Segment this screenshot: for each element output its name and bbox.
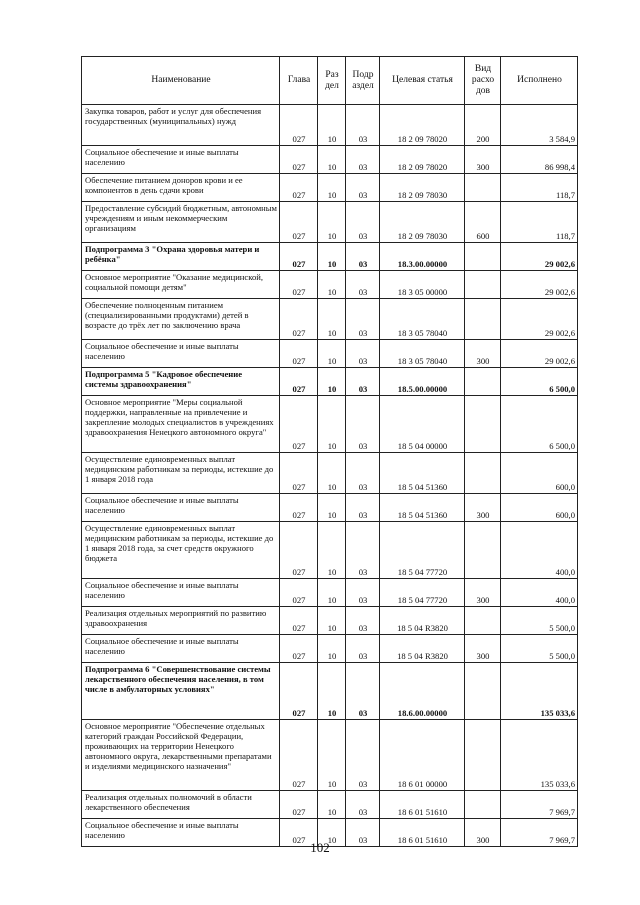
row-target: 18 5 04 51360	[380, 494, 465, 522]
row-glava: 027	[280, 720, 318, 791]
row-name: Обеспечение питанием доноров крови и ее компонентов в день сдачи крови	[82, 174, 280, 202]
row-glava: 027	[280, 494, 318, 522]
table-row	[82, 396, 578, 453]
row-razdel: 10	[318, 494, 346, 522]
row-vid	[465, 396, 501, 453]
row-target: 18 2 09 78020	[380, 146, 465, 174]
row-name: Социальное обеспечение и иные выплаты населению	[82, 635, 280, 663]
row-razdel: 10	[318, 720, 346, 791]
row-podrazdel: 03	[346, 146, 380, 174]
row-target: 18 3 05 78040	[380, 340, 465, 368]
row-vid	[465, 720, 501, 791]
row-podrazdel: 03	[346, 663, 380, 720]
row-razdel: 10	[318, 340, 346, 368]
row-razdel: 10	[318, 635, 346, 663]
table-row	[82, 579, 578, 607]
row-amount: 29 002,6	[501, 271, 578, 299]
row-vid: 300	[465, 579, 501, 607]
table-row-subprogram	[82, 368, 578, 396]
row-razdel: 10	[318, 396, 346, 453]
row-glava: 027	[280, 299, 318, 340]
row-razdel: 10	[318, 522, 346, 579]
row-podrazdel: 03	[346, 202, 380, 243]
row-name: Основное мероприятие "Оказание медицинской, социальной помощи детям"	[82, 271, 280, 299]
row-podrazdel: 03	[346, 271, 380, 299]
row-amount: 29 002,6	[501, 243, 578, 271]
row-amount: 400,0	[501, 579, 578, 607]
row-glava: 027	[280, 396, 318, 453]
row-razdel: 10	[318, 368, 346, 396]
row-amount: 135 033,6	[501, 720, 578, 791]
row-glava: 027	[280, 607, 318, 635]
row-podrazdel: 03	[346, 791, 380, 819]
row-name: Реализация отдельных полномочий в области лекарственного обеспечения	[82, 791, 280, 819]
row-podrazdel: 03	[346, 340, 380, 368]
row-target: 18.3.00.00000	[380, 243, 465, 271]
row-glava: 027	[280, 243, 318, 271]
row-vid: 300	[465, 494, 501, 522]
row-razdel: 10	[318, 791, 346, 819]
row-target: 18.5.00.00000	[380, 368, 465, 396]
header-razdel: Раз дел	[318, 57, 346, 105]
row-podrazdel: 03	[346, 299, 380, 340]
row-glava: 027	[280, 105, 318, 146]
row-podrazdel: 03	[346, 819, 380, 847]
table-row	[82, 494, 578, 522]
table-row	[82, 791, 578, 819]
row-razdel: 10	[318, 607, 346, 635]
row-glava: 027	[280, 368, 318, 396]
row-amount: 600,0	[501, 453, 578, 494]
row-vid	[465, 663, 501, 720]
row-amount: 5 500,0	[501, 635, 578, 663]
row-target: 18 5 04 77720	[380, 522, 465, 579]
row-name: Подпрограмма 5 "Кадровое обеспечение системы здравоохранения"	[82, 368, 280, 396]
row-glava: 027	[280, 522, 318, 579]
row-name: Предоставление субсидий бюджетным, автономным учреждениям и иным некоммерческим организациям	[82, 202, 280, 243]
header-vid: Вид расхо дов	[465, 57, 501, 105]
row-vid	[465, 368, 501, 396]
row-name: Осуществление единовременных выплат медицинским работникам за периоды, истекшие до 1 января 2018 года, за счет средств окружного бюджета	[82, 522, 280, 579]
row-vid: 300	[465, 819, 501, 847]
row-podrazdel: 03	[346, 174, 380, 202]
row-amount: 135 033,6	[501, 663, 578, 720]
row-name: Подпрограмма 3 "Охрана здоровья матери и ребёнка"	[82, 243, 280, 271]
row-podrazdel: 03	[346, 720, 380, 791]
row-amount: 6 500,0	[501, 368, 578, 396]
page-number: 102	[310, 840, 330, 855]
row-vid	[465, 174, 501, 202]
row-glava: 027	[280, 579, 318, 607]
row-vid	[465, 243, 501, 271]
row-podrazdel: 03	[346, 494, 380, 522]
row-glava: 027	[280, 819, 318, 847]
table-row	[82, 453, 578, 494]
header-podrazdel: Подр аздел	[346, 57, 380, 105]
row-podrazdel: 03	[346, 635, 380, 663]
row-vid: 300	[465, 340, 501, 368]
row-amount: 7 969,7	[501, 791, 578, 819]
row-glava: 027	[280, 340, 318, 368]
table-row	[82, 174, 578, 202]
row-name: Социальное обеспечение и иные выплаты населению	[82, 494, 280, 522]
row-glava: 027	[280, 146, 318, 174]
row-target: 18.6.00.00000	[380, 663, 465, 720]
row-target: 18 5 04 R3820	[380, 607, 465, 635]
row-razdel: 10	[318, 105, 346, 146]
row-glava: 027	[280, 174, 318, 202]
row-vid: 300	[465, 146, 501, 174]
row-target: 18 5 04 R3820	[380, 635, 465, 663]
table-row	[82, 105, 578, 146]
row-name: Основное мероприятие "Обеспечение отдельных категорий граждан Российской Федерации, проживающих на территории Ненецкого автономного округа, лекарственными препаратами и изделиями медицинского назначения"	[82, 720, 280, 791]
row-target: 18 6 01 00000	[380, 720, 465, 791]
row-razdel: 10	[318, 579, 346, 607]
row-target: 18 3 05 78040	[380, 299, 465, 340]
row-glava: 027	[280, 271, 318, 299]
row-podrazdel: 03	[346, 105, 380, 146]
table-row	[82, 607, 578, 635]
row-vid	[465, 522, 501, 579]
header-target: Целевая статья	[380, 57, 465, 105]
row-amount: 600,0	[501, 494, 578, 522]
table-row-subprogram	[82, 243, 578, 271]
row-glava: 027	[280, 453, 318, 494]
row-target: 18 2 09 78020	[380, 105, 465, 146]
row-amount: 118,7	[501, 202, 578, 243]
row-razdel: 10	[318, 299, 346, 340]
header-executed: Исполнено	[501, 57, 578, 105]
row-vid	[465, 607, 501, 635]
row-name: Закупка товаров, работ и услуг для обеспечения государственных (муниципальных) нужд	[82, 105, 280, 146]
row-target: 18 2 09 78030	[380, 202, 465, 243]
row-razdel: 10	[318, 243, 346, 271]
row-podrazdel: 03	[346, 368, 380, 396]
row-amount: 29 002,6	[501, 299, 578, 340]
row-target: 18 2 09 78030	[380, 174, 465, 202]
row-glava: 027	[280, 663, 318, 720]
row-name: Социальное обеспечение и иные выплаты населению	[82, 579, 280, 607]
row-glava: 027	[280, 202, 318, 243]
row-vid	[465, 271, 501, 299]
header-name: Наименование	[82, 57, 280, 105]
table-row	[82, 146, 578, 174]
table-header-row	[82, 57, 578, 105]
row-target: 18 6 01 51610	[380, 791, 465, 819]
row-vid: 300	[465, 635, 501, 663]
budget-table	[81, 56, 578, 847]
row-name: Социальное обеспечение и иные выплаты населению	[82, 340, 280, 368]
row-amount: 7 969,7	[501, 819, 578, 847]
row-name: Подпрограмма 6 "Совершенствование системы лекарственного обеспечения населения, в том числе в амбулаторных условиях"	[82, 663, 280, 720]
row-amount: 5 500,0	[501, 607, 578, 635]
row-vid: 200	[465, 105, 501, 146]
table-row	[82, 720, 578, 791]
row-podrazdel: 03	[346, 453, 380, 494]
row-target: 18 5 04 77720	[380, 579, 465, 607]
row-target: 18 3 05 00000	[380, 271, 465, 299]
row-razdel: 10	[318, 663, 346, 720]
table-row	[82, 299, 578, 340]
row-razdel: 10	[318, 202, 346, 243]
row-name: Основное мероприятие "Меры социальной поддержки, направленные на привлечение и закрепление молодых специалистов в учреждениях здравоохранения Ненецкого автономного округа"	[82, 396, 280, 453]
row-vid: 600	[465, 202, 501, 243]
row-podrazdel: 03	[346, 522, 380, 579]
table-row	[82, 202, 578, 243]
row-name: Обеспечение полноценным питанием (специализированными продуктами) детей в возрасте до трёх лет по заключению врача	[82, 299, 280, 340]
row-podrazdel: 03	[346, 243, 380, 271]
table-row	[82, 522, 578, 579]
row-podrazdel: 03	[346, 607, 380, 635]
row-name: Реализация отдельных мероприятий по развитию здравоохранения	[82, 607, 280, 635]
row-glava: 027	[280, 791, 318, 819]
row-target: 18 5 04 51360	[380, 453, 465, 494]
table-row	[82, 635, 578, 663]
row-name: Социальное обеспечение и иные выплаты населению	[82, 146, 280, 174]
table-row	[82, 340, 578, 368]
row-amount: 86 998,4	[501, 146, 578, 174]
header-glava: Глава	[280, 57, 318, 105]
row-amount: 118,7	[501, 174, 578, 202]
row-razdel: 10	[318, 819, 346, 847]
row-razdel: 10	[318, 146, 346, 174]
row-amount: 6 500,0	[501, 396, 578, 453]
row-amount: 400,0	[501, 522, 578, 579]
row-vid	[465, 299, 501, 340]
row-vid	[465, 453, 501, 494]
row-razdel: 10	[318, 271, 346, 299]
row-target: 18 6 01 51610	[380, 819, 465, 847]
row-name: Социальное обеспечение и иные выплаты населению	[82, 819, 280, 847]
row-razdel: 10	[318, 174, 346, 202]
row-target: 18 5 04 00000	[380, 396, 465, 453]
row-amount: 3 584,9	[501, 105, 578, 146]
row-razdel: 10	[318, 453, 346, 494]
table-row	[82, 271, 578, 299]
row-vid	[465, 791, 501, 819]
row-name: Осуществление единовременных выплат медицинским работникам за периоды, истекшие до 1 января 2018 года	[82, 453, 280, 494]
row-podrazdel: 03	[346, 396, 380, 453]
row-podrazdel: 03	[346, 579, 380, 607]
row-amount: 29 002,6	[501, 340, 578, 368]
table-row-subprogram	[82, 663, 578, 720]
row-glava: 027	[280, 635, 318, 663]
